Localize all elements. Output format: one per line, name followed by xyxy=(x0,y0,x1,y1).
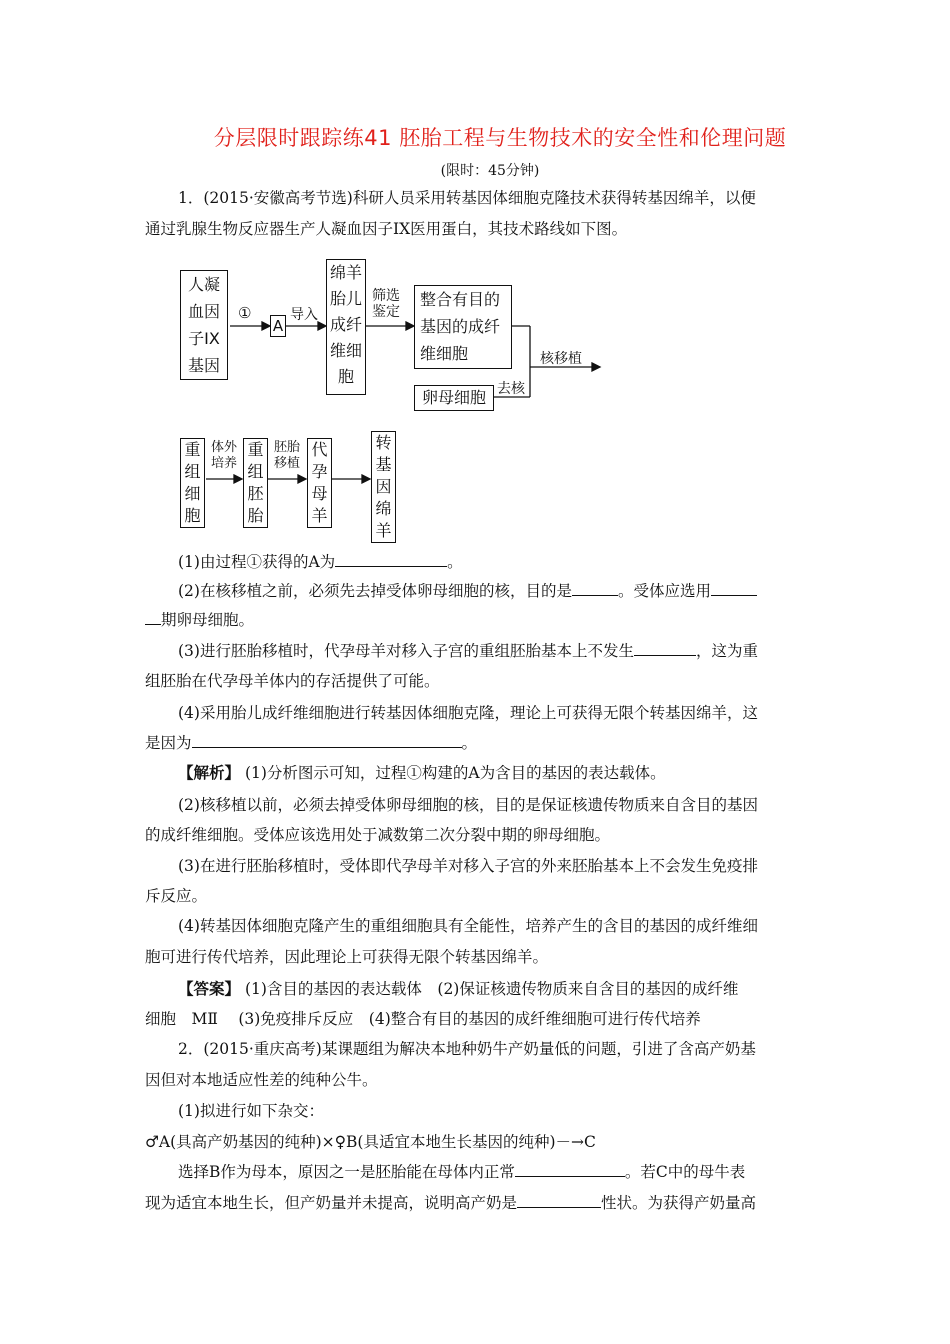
recombinant-cell-char: 细 xyxy=(184,484,201,503)
gene-box-line: 子IX xyxy=(188,329,220,348)
screen-label xyxy=(372,288,400,320)
transfer-label-line: 胚胎 xyxy=(273,440,300,455)
gene-box-line: 基因 xyxy=(187,356,220,375)
transfer-label-line: 移植 xyxy=(273,456,300,471)
result-char: 基 xyxy=(375,455,392,474)
q1-part1 xyxy=(178,551,838,573)
q1-part2 xyxy=(178,580,838,602)
result-char: 因 xyxy=(375,477,392,496)
analysis-line1 xyxy=(178,762,838,784)
step1-label: ① xyxy=(238,304,252,322)
q1-part2-text-b: 。受体应选用 xyxy=(617,582,711,600)
result-char: 羊 xyxy=(375,521,392,540)
fibroblast-box-line: 维细 xyxy=(329,341,362,360)
q1-part2-cont xyxy=(145,609,805,631)
analysis-text: (1)分析图示可知，过程①构建的A为含目的基因的表达载体。 xyxy=(240,764,666,782)
embryo-transfer-label xyxy=(271,440,303,472)
answer-text: (1)含目的基因的表达载体 (2)保证核遗传物质来自含目的基因的成纤维 xyxy=(240,980,739,998)
answer-blank[interactable] xyxy=(515,1161,625,1177)
result-char: 转 xyxy=(375,433,392,452)
recombinant-cell-char: 组 xyxy=(184,462,201,481)
q2-s1-text-b: 。若C中的母牛表 xyxy=(624,1163,746,1181)
q2-s2-text-b: 性状。为获得产奶量高 xyxy=(601,1194,757,1212)
answer-blank[interactable] xyxy=(145,609,161,625)
gene-box-line: 血因 xyxy=(187,302,220,321)
analysis-line7: 胞可进行传代培养，因此理论上可获得无限个转基因绵羊。 xyxy=(145,948,549,966)
answer-blank[interactable] xyxy=(517,1192,601,1208)
page-title: 分层限时跟踪练41 胚胎工程与生物技术的安全性和伦理问题 xyxy=(213,126,787,150)
egg-cell-box: 卵母细胞 xyxy=(414,385,494,411)
culture-label-line: 培养 xyxy=(210,456,237,471)
surrogate-box xyxy=(307,438,332,528)
analysis-line5: 斥反应。 xyxy=(145,887,208,905)
surrogate-char: 孕 xyxy=(311,462,328,481)
q1-part4-cont xyxy=(145,732,805,754)
answer-blank[interactable] xyxy=(572,580,618,596)
recombinant-embryo-char: 组 xyxy=(247,462,264,481)
answer-line1 xyxy=(178,978,838,1000)
fibroblast-box-line: 绵羊 xyxy=(329,263,362,282)
screen-label-line: 鉴定 xyxy=(372,304,400,320)
culture-label xyxy=(208,440,240,472)
time-limit: (限时：45分钟) xyxy=(440,163,540,179)
recombinant-cell-box xyxy=(180,438,205,528)
screen-label-line: 筛选 xyxy=(372,288,400,304)
gene-box-line: 人凝 xyxy=(187,275,220,294)
q1-part2-text: (2)在核移植之前，必须先去掉受体卵母细胞的核，目的是 xyxy=(178,582,572,600)
answer-line2: 细胞 MⅡ (3)免疫排斥反应 (4)整合有目的基因的成纤维细胞可进行传代培养 xyxy=(145,1010,701,1028)
q2-sentence2 xyxy=(145,1192,805,1214)
recombinant-embryo-char: 胚 xyxy=(247,484,264,503)
q1-part4: (4)采用胎儿成纤维细胞进行转基因体细胞克隆，理论上可获得无限个转基因绵羊，这 xyxy=(178,704,758,722)
answer-blank[interactable] xyxy=(192,732,462,748)
q1-part1-text: (1)由过程①获得的A为 xyxy=(178,553,336,571)
recombinant-embryo-char: 胎 xyxy=(247,506,264,525)
surrogate-char: 母 xyxy=(311,484,328,503)
gene-box xyxy=(180,270,228,380)
q2-s1-text: 选择B作为母本，原因之一是胚胎能在母体内正常 xyxy=(178,1163,515,1181)
q1-part3-cont: 组胚胎在代孕母羊体内的存活提供了可能。 xyxy=(145,672,440,690)
q1-part4-end: 。 xyxy=(461,734,478,752)
target-cell-box xyxy=(414,285,512,369)
result-char: 绵 xyxy=(375,499,392,518)
enucleate-label: 去核 xyxy=(497,381,525,397)
import-label: 导入 xyxy=(290,307,318,323)
q1-stem-line2: 通过乳腺生物反应器生产人凝血因子IX医用蛋白，其技术路线如下图。 xyxy=(145,220,628,238)
recombinant-embryo-char: 重 xyxy=(247,440,264,459)
answer-blank[interactable] xyxy=(335,551,447,567)
q1-part1-end: 。 xyxy=(447,553,463,571)
target-cell-line: 维细胞 xyxy=(420,344,469,363)
fibroblast-box-line: 成纤 xyxy=(329,315,362,334)
q2-cross: ♂A(具高产奶基因的纯种)×♀B(具适宜本地生长基因的纯种)－→C xyxy=(145,1133,596,1151)
q1-stem-line1: 1．(2015·安徽高考节选)科研人员采用转基因体细胞克隆技术获得转基因绵羊，以便 xyxy=(178,189,756,207)
q2-part1: (1)拟进行如下杂交： xyxy=(178,1102,324,1120)
analysis-line4: (3)在进行胚胎移植时，受体即代孕母羊对移入子宫的外来胚胎基本上不会发生免疫排 xyxy=(178,857,758,875)
recombinant-embryo-box xyxy=(243,438,268,528)
culture-label-line: 体外 xyxy=(210,440,237,455)
answer-blank[interactable] xyxy=(711,580,757,596)
q2-sentence1 xyxy=(178,1161,838,1183)
q2-s2-text: 现为适宜本地生长，但产奶量并未提高，说明高产奶是 xyxy=(145,1194,518,1212)
answer-tag: 【答案】 xyxy=(178,979,241,998)
q1-part3-text: (3)进行胚胎移植时，代孕母羊对移入子宫的重组胚胎基本上不发生 xyxy=(178,642,634,660)
q1-part4-text-b: 是因为 xyxy=(145,734,192,752)
surrogate-char: 羊 xyxy=(311,506,328,525)
target-cell-line: 整合有目的 xyxy=(420,290,501,309)
q1-part3-text-b: ，这为重 xyxy=(695,642,758,660)
q1-part2-text-c: 期卵母细胞。 xyxy=(161,611,255,629)
target-cell-line: 基因的成纤 xyxy=(420,317,501,336)
fibroblast-box-line: 胎儿 xyxy=(329,289,362,308)
q1-part3 xyxy=(178,640,838,662)
analysis-line2: (2)核移植以前，必须去掉受体卵母细胞的核，目的是保证核遗传物质来自含目的基因 xyxy=(178,796,758,814)
q2-stem-line2: 因但对本地适应性差的纯种公牛。 xyxy=(145,1071,378,1089)
fibroblast-box xyxy=(326,259,366,395)
transgenic-sheep-box xyxy=(371,431,396,543)
q2-stem-line1: 2．(2015·重庆高考)某课题组为解决本地种奶牛产奶量低的问题，引进了含高产奶基 xyxy=(178,1040,756,1058)
fibroblast-box-line: 胞 xyxy=(337,367,354,386)
answer-blank[interactable] xyxy=(634,640,696,656)
analysis-line3: 的成纤维细胞。受体应该选用处于减数第二次分裂中期的卵母细胞。 xyxy=(145,826,611,844)
nuclear-transfer-label: 核移植 xyxy=(540,351,582,367)
analysis-tag: 【解析】 xyxy=(178,763,241,782)
diagram-arrows xyxy=(0,0,950,540)
recombinant-cell-char: 重 xyxy=(184,440,201,459)
surrogate-char: 代 xyxy=(311,440,328,459)
recombinant-cell-char: 胞 xyxy=(184,506,201,525)
analysis-line6: (4)转基因体细胞克隆产生的重组细胞具有全能性，培养产生的含目的基因的成纤维细 xyxy=(178,917,758,935)
a-box: A xyxy=(270,315,286,337)
